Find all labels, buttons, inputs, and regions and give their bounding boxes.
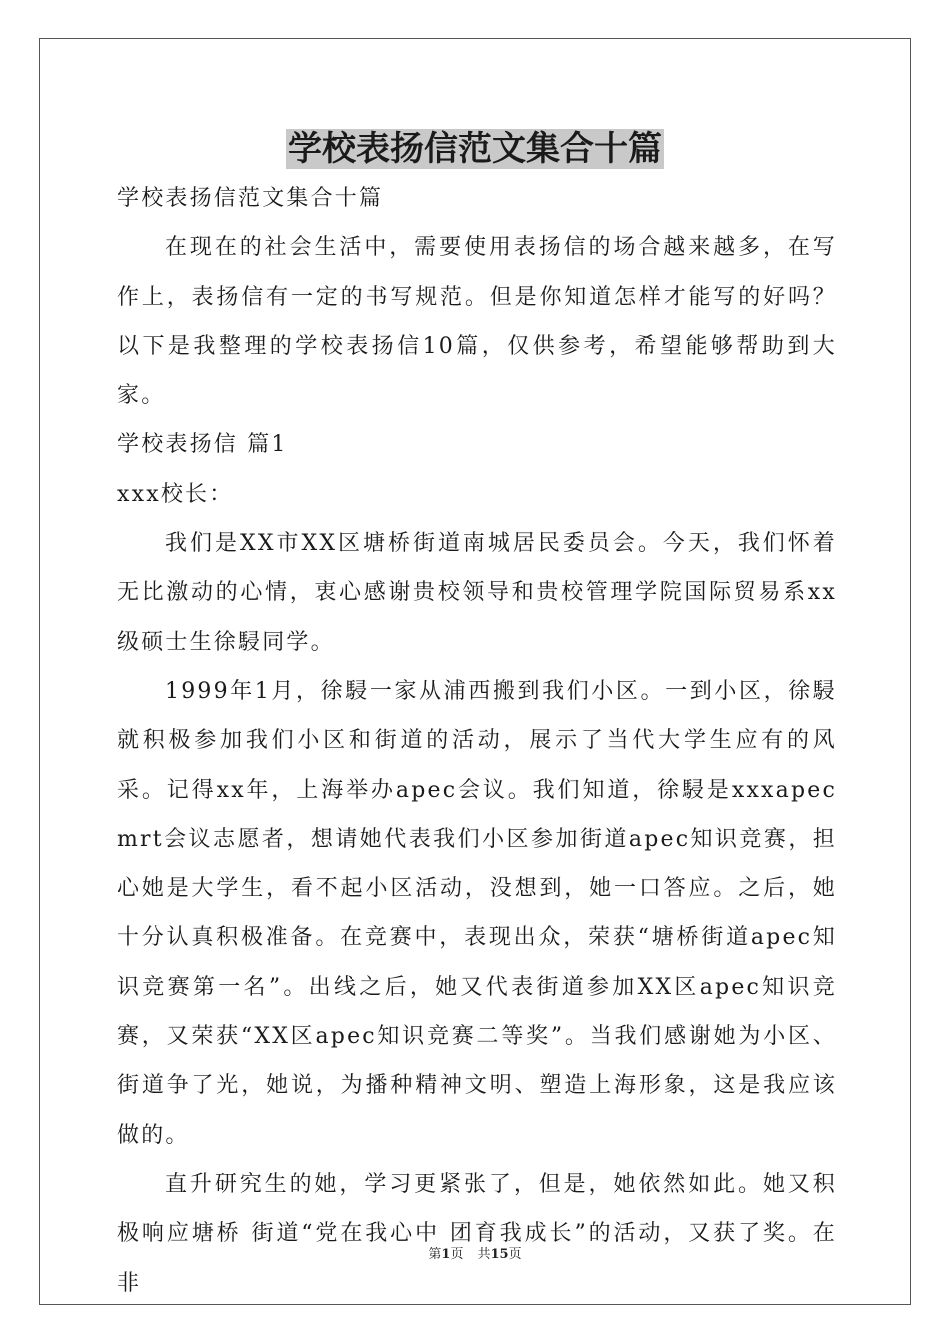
total-suffix: 页: [508, 1247, 522, 1262]
paragraph-subtitle: 学校表扬信范文集合十篇: [117, 186, 384, 211]
paragraph-body-3: 直升研究生的她，学习更紧张了，但是，她依然如此。她又积极响应塘桥 街道“党在我心中 团育我成长”的活动，又获了奖。在非: [117, 1171, 837, 1296]
page-suffix: 页: [450, 1247, 464, 1262]
page-total: 15: [490, 1247, 509, 1262]
document-body: [117, 174, 837, 1308]
paragraph-body-2: 1999年1月，徐駸一家从浦西搬到我们小区。一到小区，徐駸就积极参加我们小区和街道的活动，展示了当代大学生应有的风采。记得xx年，上海举办apec会议。我们知道，徐駸是xxxapec mrt会议志愿者，想请她代表我们小区参加街道apec知识竞赛，担心她是大学生，看不起小区活动，没想到，她一口答应。之后，她十分认真积极准备。在竞赛中，表现出众，荣获“塘桥街道apec知识竞赛第一名”。出线之后，她又代表街道参加XX区apec知识竞赛，又荣获“XX区apec知识竞赛二等奖”。当我们感谢她为小区、街道争了光，她说，为播种精神文明、塑造上海形象，这是我应该做的。: [117, 678, 837, 1148]
section-heading: 学校表扬信 篇1: [117, 432, 288, 458]
page-prefix: 第: [428, 1247, 442, 1262]
paragraph-body-1: 我们是XX市XX区塘桥街道南城居民委员会。今天，我们怀着无比激动的心情，衷心感谢贵校领导和贵校管理学院国际贸易系xx级硕士生徐駸同学。: [117, 531, 837, 655]
document-title: [0, 126, 950, 172]
page-current: 1: [441, 1247, 451, 1262]
salutation: xxx校长：: [117, 481, 234, 507]
total-prefix: 共: [477, 1247, 491, 1262]
document-title-text: 学校表扬信范文集合十篇: [288, 129, 662, 169]
page-footer: [0, 1246, 950, 1264]
paragraph-intro: 在现在的社会生活中，需要使用表扬信的场合越来越多，在写作上，表扬信有一定的书写规范。但是你知道怎样才能写的好吗？以下是我整理的学校表扬信10篇，仅供参考，希望能够帮助到大家。: [117, 235, 837, 409]
